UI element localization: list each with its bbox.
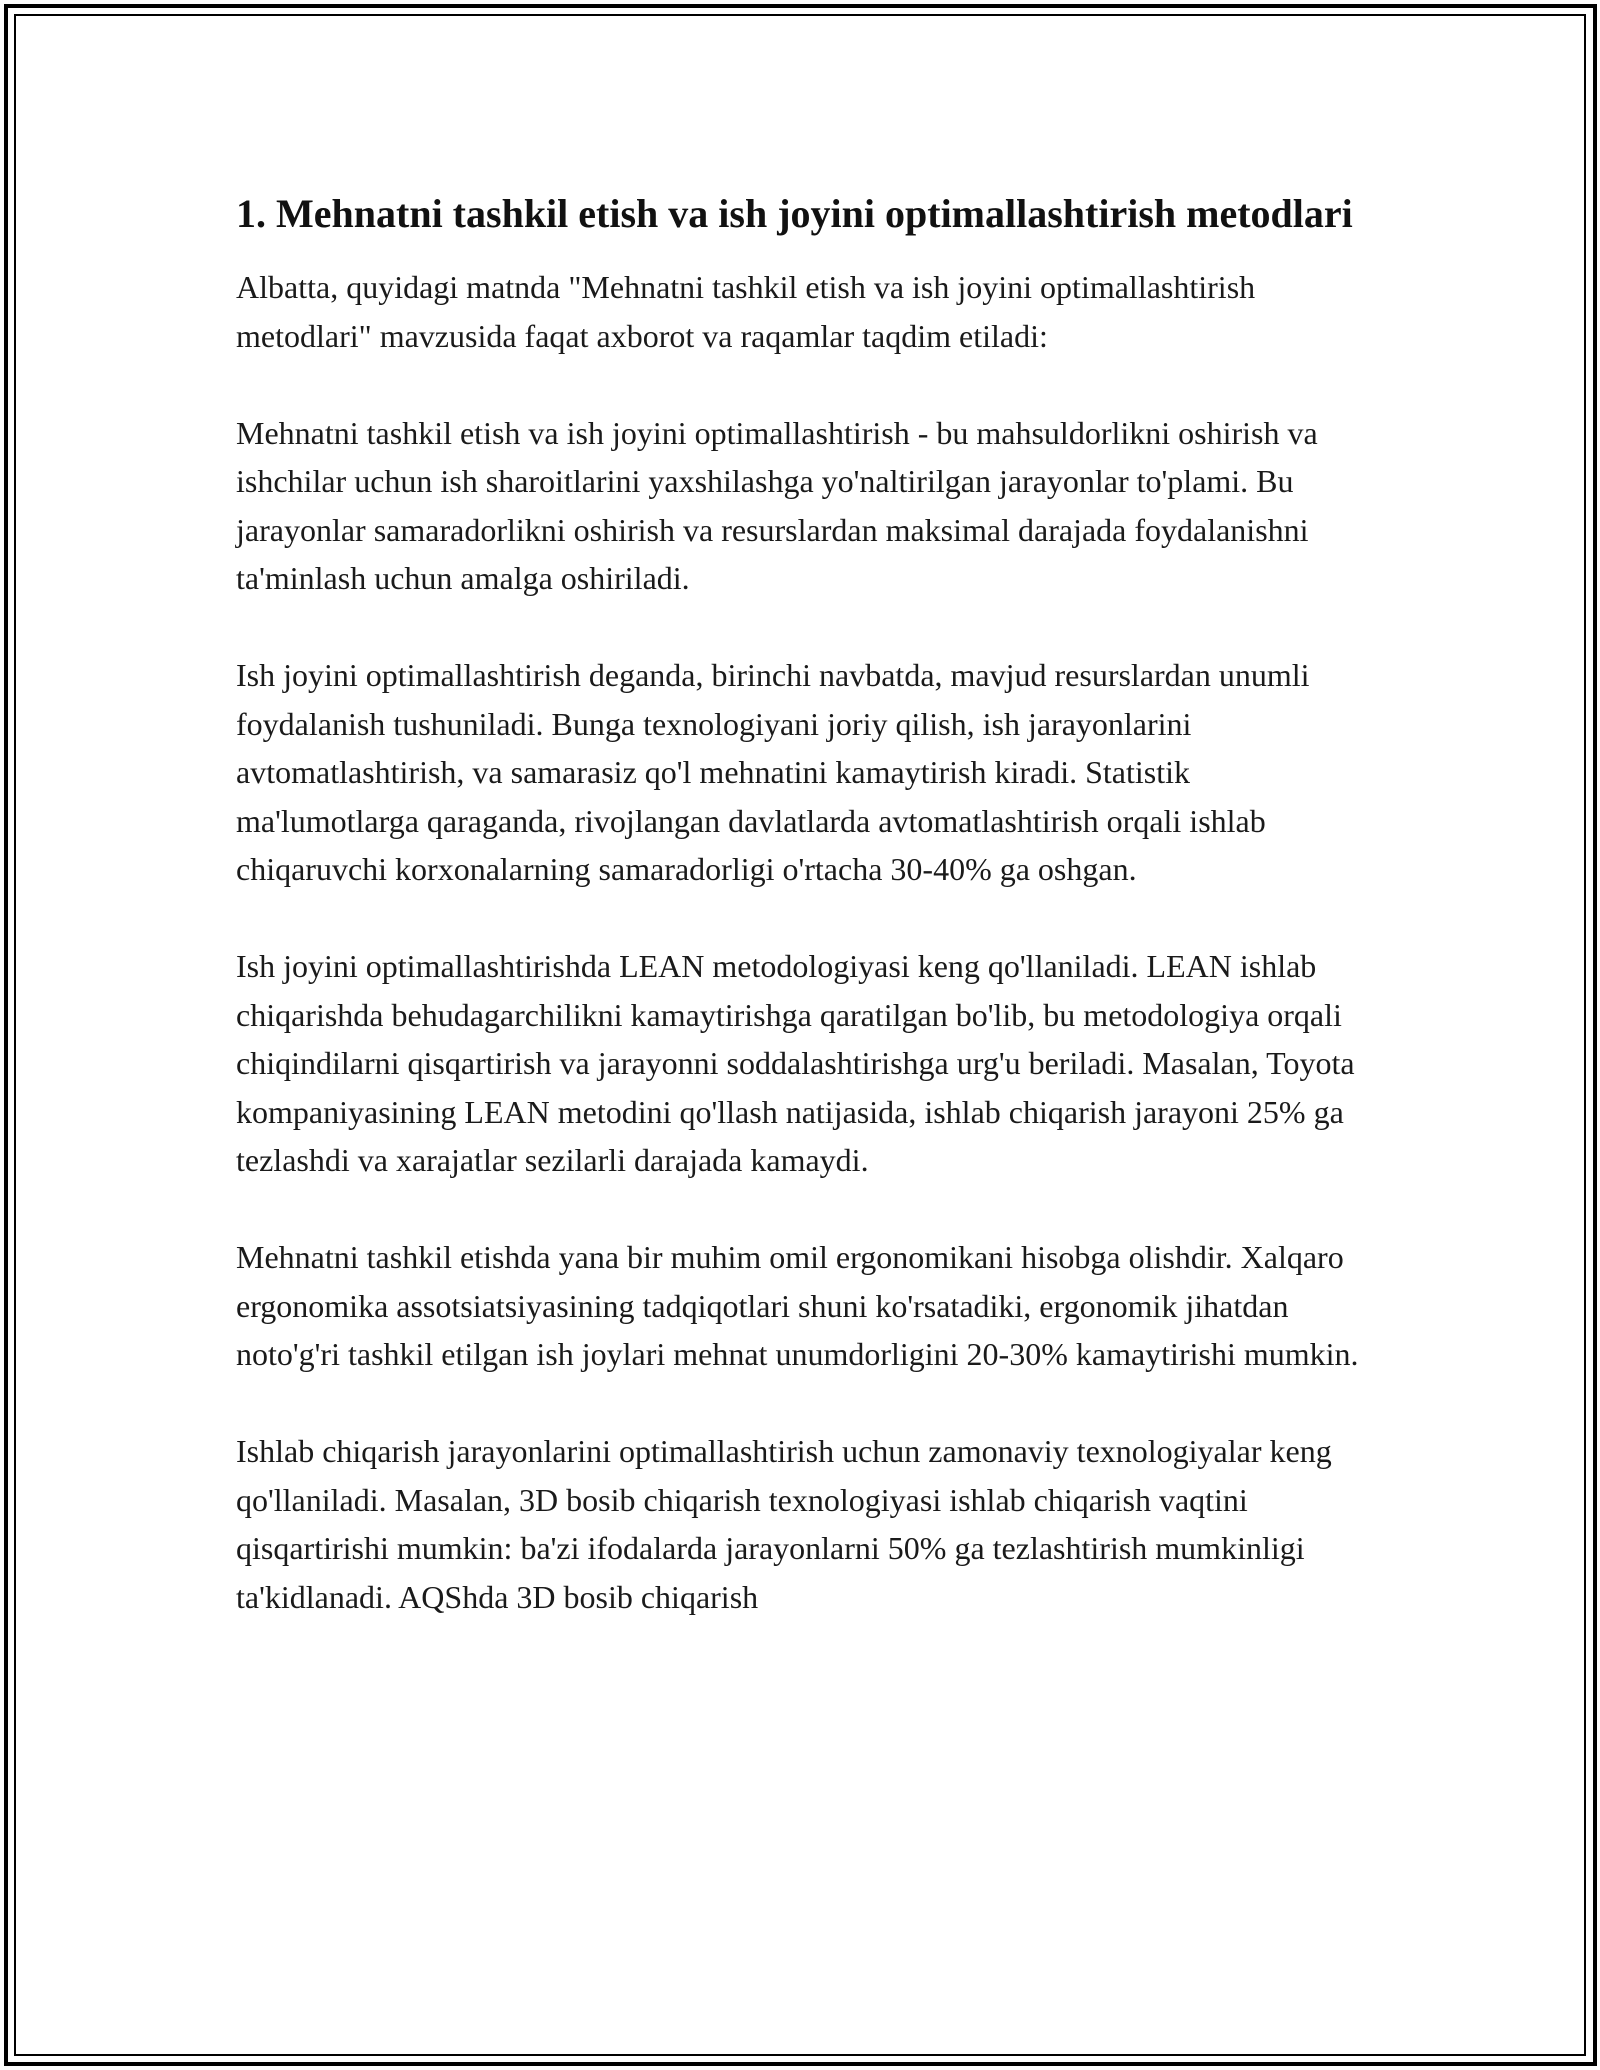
paragraph-definition: Mehnatni tashkil etish va ish joyini optimallashtirish - bu mahsuldorlikni oshirish va ishchilar uchun ish sharoitlarini yaxshilashga yo'naltirilgan jarayonlar to'plami. Bu jarayonlar samaradorlikni oshirish va resurslardan maksimal darajada foydalanishni ta'minlash uchun amalga oshiriladi. <box>236 414 1318 596</box>
section-heading: 1. Mehnatni tashkil etish va ish joyini optimallashtirish metodlari <box>236 191 1353 236</box>
paragraph-lean: Ish joyini optimallashtirishda LEAN metodologiyasi keng qo'llaniladi. LEAN ishlab chiqarishda behudagarchilikni kamaytirishga qaratilgan bo'lib, bu metodologiya orqali chiqindilarni qisqartirish va jarayonni soddalashtirishga urg'u beriladi. Masalan, Toyota kompaniyasining LEAN metodini qo'llash natijasida, ishlab chiqarish jarayoni 25% ga tezlashdi va xarajatlar sezilarli darajada kamaydi. <box>236 948 1355 1178</box>
paragraph-technology: Ishlab chiqarish jarayonlarini optimallashtirish uchun zamonaviy texnologiyalar keng qo'llaniladi. Masalan, 3D bosib chiqarish texnologiyasi ishlab chiqarish vaqtini qisqartirishi mumkin: ba'zi ifodalarda jarayonlarni 50% ga tezlashtirish mumkinligi ta'kidlanadi. AQShda 3D bosib chiqarish <box>236 1433 1332 1615</box>
document-body <box>236 186 1366 1621</box>
paragraph-optimization: Ish joyini optimallashtirish deganda, birinchi navbatda, mavjud resurslardan unumli foydalanish tushuniladi. Bunga texnologiyani joriy qilish, ish jarayonlarini avtomatlashtirish, va samarasiz qo'l mehnatini kamaytirish kiradi. Statistik ma'lumotlarga qaraganda, rivojlangan davlatlarda avtomatlashtirish orqali ishlab chiqaruvchi korxonalarning samaradorligi o'rtacha 30-40% ga oshgan. <box>236 657 1310 887</box>
paragraph-ergonomics: Mehnatni tashkil etishda yana bir muhim omil ergonomikani hisobga olishdir. Xalqaro ergonomika assotsiatsiyasining tadqiqotlari shuni ko'rsatadiki, ergonomik jihatdan noto'g'ri tashkil etilgan ish joylari mehnat unumdorligini 20-30% kamaytirishi mumkin. <box>236 1239 1359 1372</box>
intro-paragraph: Albatta, quyidagi matnda "Mehnatni tashkil etish va ish joyini optimallashtirish metodlari" mavzusida faqat axborot va raqamlar taqdim etiladi: <box>236 269 1256 354</box>
